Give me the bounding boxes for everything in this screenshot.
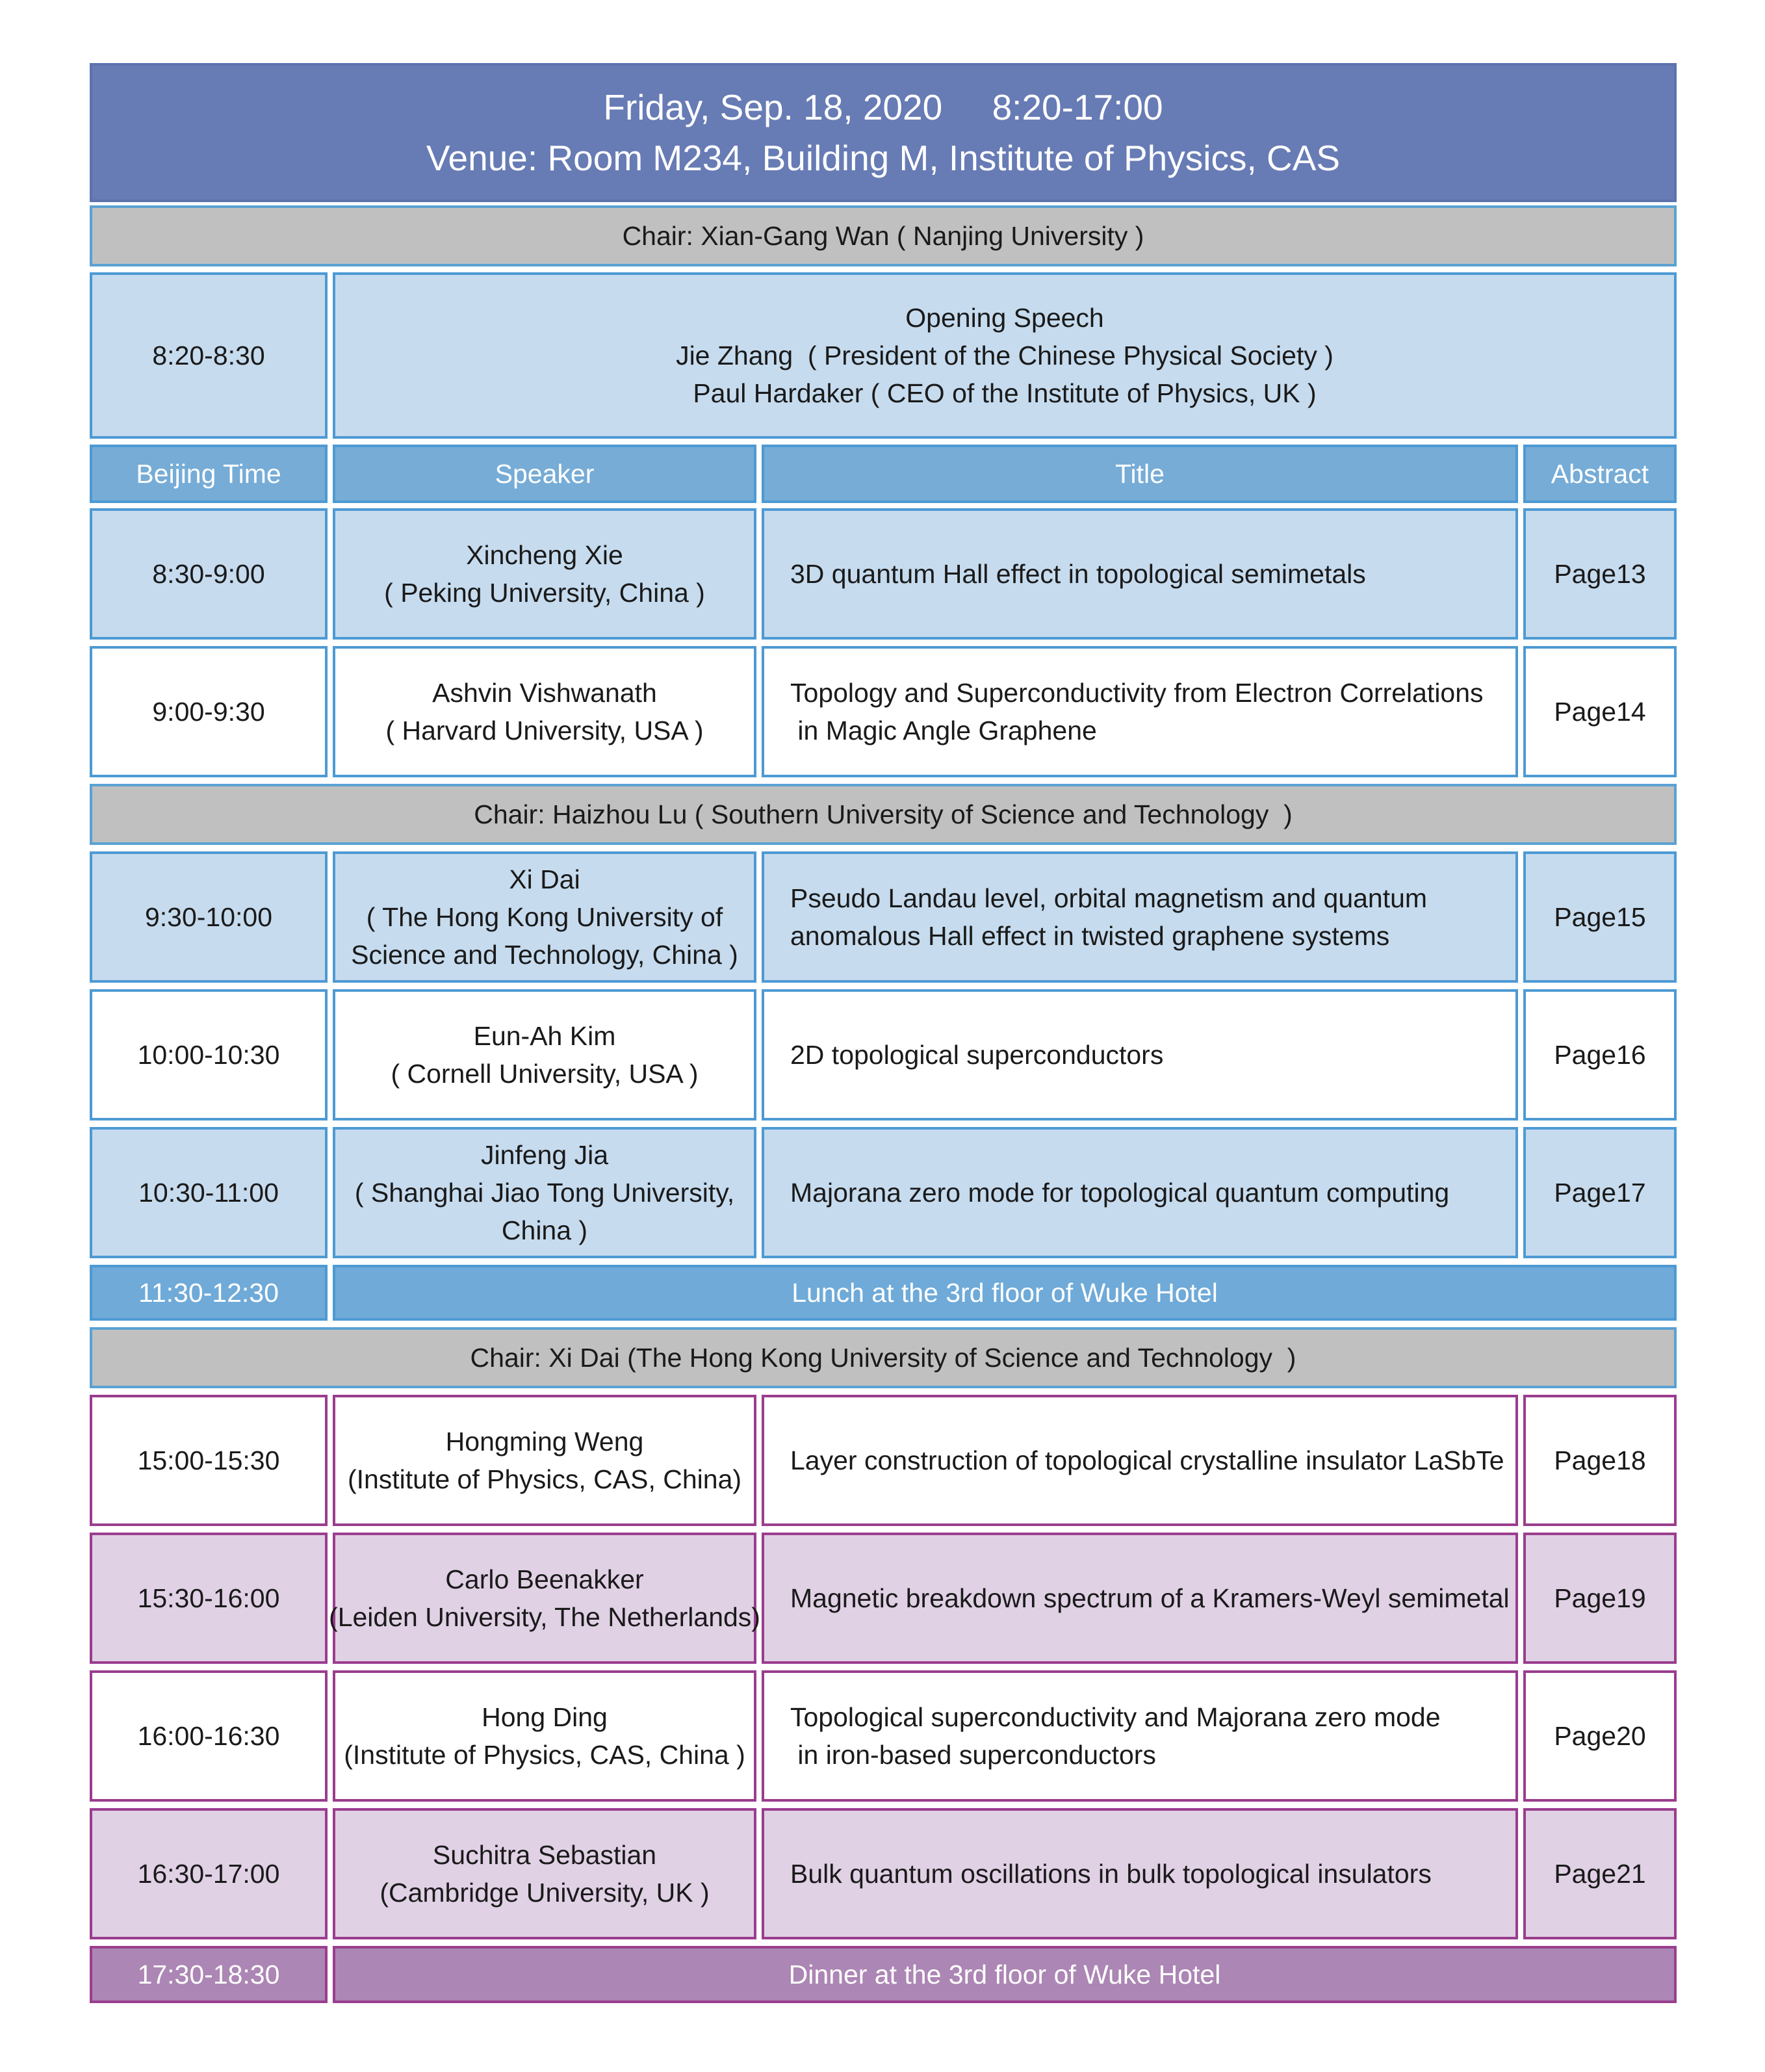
talk-title: Pseudo Landau level, orbital magnetism and quantum: [790, 883, 1428, 913]
speaker-cell: [333, 1808, 756, 1939]
abstract-page-link[interactable]: Page14: [1554, 697, 1646, 727]
abstract-cell[interactable]: [1523, 851, 1677, 983]
speaker-affiliation-continued: Science and Technology, China ): [351, 940, 738, 970]
abstract-page-link[interactable]: Page17: [1554, 1178, 1646, 1208]
talk-time: 16:00-16:30: [137, 1721, 280, 1751]
opening-time: 8:20-8:30: [152, 341, 265, 370]
speaker-cell: [333, 508, 756, 640]
speaker-name: Suchitra Sebastian: [432, 1840, 657, 1870]
header-venue-line: Venue: Room M234, Building M, Institute of Physics, CAS: [426, 138, 1341, 178]
chair-row-1: [90, 205, 1677, 266]
talk-time: 9:00-9:30: [152, 697, 265, 727]
talk-title: Majorana zero mode for topological quantum computing: [790, 1178, 1450, 1208]
title-cell: [762, 1127, 1518, 1258]
speaker-name: Jinfeng Jia: [480, 1140, 608, 1170]
title-cell: [762, 989, 1518, 1120]
dinner-cell: [333, 1946, 1677, 2003]
talk-title: Topological superconductivity and Majorana zero mode: [790, 1702, 1441, 1732]
title-cell: [762, 1395, 1518, 1526]
table-row: [90, 1670, 328, 1802]
chair-row-2: [90, 784, 1677, 845]
column-header-abstract: [1523, 445, 1677, 503]
talk-title: Layer construction of topological crystalline insulator LaSbTe: [790, 1445, 1504, 1475]
speaker-affiliation: ( The Hong Kong University of: [366, 902, 723, 932]
abstract-page-link[interactable]: Page19: [1554, 1583, 1646, 1613]
dinner-time: 17:30-18:30: [137, 1960, 280, 1989]
column-header-time: [90, 445, 328, 503]
column-time-label: Beijing Time: [136, 459, 281, 489]
speaker-name: Hong Ding: [482, 1702, 608, 1732]
table-row: [90, 1127, 328, 1258]
opening-speaker-2: Paul Hardaker ( CEO of the Institute of Physics, UK ): [693, 378, 1317, 408]
title-cell: [762, 646, 1518, 777]
opening-time-cell: [90, 272, 328, 439]
table-row: [90, 508, 328, 640]
talk-time: 9:30-10:00: [144, 902, 273, 932]
speaker-affiliation: (Institute of Physics, CAS, China): [347, 1464, 742, 1494]
abstract-cell[interactable]: [1523, 646, 1677, 777]
abstract-cell[interactable]: [1523, 1808, 1677, 1939]
table-row: [90, 646, 328, 777]
talk-title-continued: in iron-based superconductors: [790, 1740, 1156, 1770]
opening-speaker-1: Jie Zhang ( President of the Chinese Physical Society ): [676, 341, 1333, 370]
speaker-cell: [333, 1395, 756, 1526]
talk-title: 2D topological superconductors: [790, 1040, 1164, 1070]
talk-time: 8:30-9:00: [152, 559, 265, 589]
speaker-name: Eun-Ah Kim: [473, 1021, 616, 1051]
lunch-time-cell: [90, 1265, 328, 1321]
speaker-cell: [333, 989, 756, 1120]
speaker-affiliation: (Institute of Physics, CAS, China ): [344, 1740, 745, 1770]
speaker-cell: [333, 851, 756, 983]
title-cell: [762, 508, 1518, 640]
lunch-cell: [333, 1265, 1677, 1321]
speaker-affiliation: (Leiden University, The Netherlands): [329, 1602, 760, 1632]
abstract-cell[interactable]: [1523, 1395, 1677, 1526]
abstract-cell[interactable]: [1523, 989, 1677, 1120]
speaker-cell: [329, 1533, 760, 1664]
abstract-page-link[interactable]: Page18: [1554, 1445, 1646, 1475]
column-abstract-label: Abstract: [1551, 459, 1649, 489]
chair-3-label: Chair: Xi Dai (The Hong Kong University of Science and Technology ): [470, 1343, 1296, 1373]
title-cell: [762, 1808, 1518, 1939]
talk-time: 10:30-11:00: [138, 1178, 279, 1208]
speaker-affiliation: ( Harvard University, USA ): [385, 716, 704, 745]
speaker-cell: [333, 1127, 756, 1258]
chair-row-3: [90, 1327, 1677, 1388]
talk-time: 15:30-16:00: [137, 1583, 280, 1613]
table-row: [90, 1533, 328, 1664]
header-date-line: Friday, Sep. 18, 2020 8:20-17:00: [603, 87, 1163, 127]
chair-2-label: Chair: Haizhou Lu ( Southern University of Science and Technology ): [474, 799, 1293, 829]
title-cell: [762, 1670, 1518, 1802]
title-cell: [762, 1533, 1518, 1664]
abstract-cell[interactable]: [1523, 1670, 1677, 1802]
dinner-time-cell: [90, 1946, 328, 2003]
table-row: [90, 851, 328, 983]
abstract-page-link[interactable]: Page13: [1554, 559, 1646, 589]
speaker-name: Carlo Beenakker: [445, 1564, 644, 1594]
dinner-label: Dinner at the 3rd floor of Wuke Hotel: [788, 1960, 1221, 1989]
speaker-affiliation: ( Shanghai Jiao Tong University,: [354, 1178, 735, 1208]
title-cell: [762, 851, 1518, 983]
talk-title: Topology and Superconductivity from Electron Correlations: [790, 678, 1484, 708]
speaker-cell: [333, 646, 756, 777]
speaker-affiliation: (Cambridge University, UK ): [380, 1878, 710, 1908]
talk-title: Bulk quantum oscillations in bulk topological insulators: [790, 1859, 1432, 1889]
talk-time: 10:00-10:30: [137, 1040, 280, 1070]
speaker-cell: [333, 1670, 756, 1802]
talk-title: 3D quantum Hall effect in topological semimetals: [790, 559, 1366, 589]
abstract-page-link[interactable]: Page15: [1554, 902, 1646, 932]
speaker-affiliation: ( Cornell University, USA ): [391, 1059, 699, 1089]
column-header-speaker: [333, 445, 756, 503]
speaker-affiliation: ( Peking University, China ): [384, 578, 705, 608]
chair-1-label: Chair: Xian-Gang Wan ( Nanjing University ): [622, 221, 1144, 251]
column-header-title: [762, 445, 1518, 503]
abstract-cell[interactable]: [1523, 508, 1677, 640]
talk-title: Magnetic breakdown spectrum of a Kramers-Weyl semimetal: [790, 1583, 1510, 1613]
schedule-header: [90, 63, 1677, 202]
speaker-name: Xincheng Xie: [466, 540, 623, 570]
table-row: [90, 1395, 328, 1526]
abstract-page-link[interactable]: Page21: [1554, 1859, 1646, 1889]
talk-title-continued: in Magic Angle Graphene: [790, 716, 1097, 745]
abstract-page-link[interactable]: Page16: [1554, 1040, 1646, 1070]
speaker-affiliation-continued: China ): [501, 1215, 588, 1245]
speaker-name: Ashvin Vishwanath: [432, 678, 657, 708]
opening-speech-cell: [333, 272, 1677, 439]
lunch-time: 11:30-12:30: [138, 1278, 279, 1308]
talk-title-continued: anomalous Hall effect in twisted graphene systems: [790, 921, 1390, 951]
column-speaker-label: Speaker: [495, 459, 595, 489]
abstract-page-link[interactable]: Page20: [1554, 1721, 1646, 1751]
column-title-label: Title: [1115, 459, 1165, 489]
table-row: [90, 989, 328, 1120]
opening-title: Opening Speech: [905, 303, 1104, 333]
talk-time: 16:30-17:00: [137, 1859, 280, 1889]
speaker-name: Hongming Weng: [445, 1427, 644, 1457]
abstract-cell[interactable]: [1523, 1127, 1677, 1258]
abstract-cell[interactable]: [1523, 1533, 1677, 1664]
talk-time: 15:00-15:30: [137, 1445, 280, 1475]
table-row: [90, 1808, 328, 1939]
speaker-name: Xi Dai: [509, 864, 580, 894]
lunch-label: Lunch at the 3rd floor of Wuke Hotel: [792, 1278, 1218, 1308]
